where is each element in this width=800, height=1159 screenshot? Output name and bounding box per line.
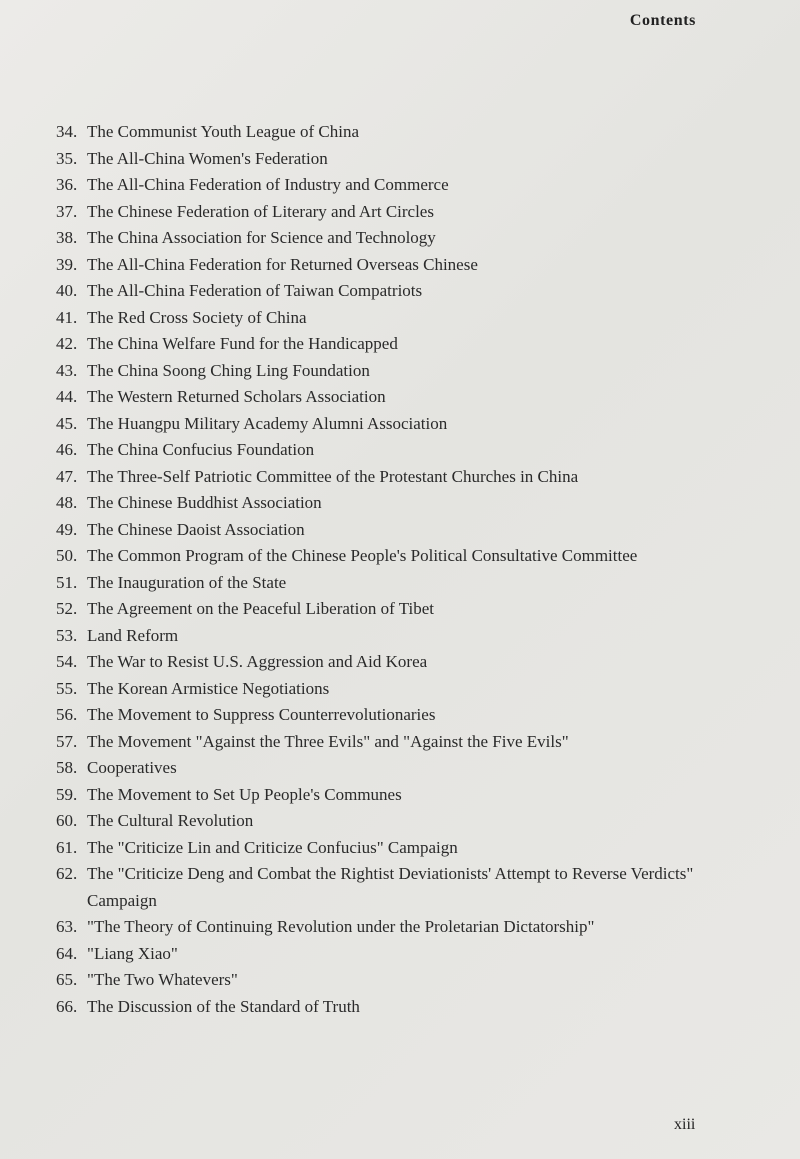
entry-title: The Common Program of the Chinese People's Political Consultative Committee — [87, 546, 638, 565]
contents-entry — [56, 252, 716, 279]
running-head: Contents — [629, 12, 696, 29]
entry-title: Cooperatives — [87, 758, 177, 777]
entry-number: 52. — [56, 599, 78, 618]
entry-title: The Korean Armistice Negotiations — [87, 678, 330, 698]
contents-entry — [56, 172, 716, 199]
entry-number: 44. — [56, 387, 78, 406]
contents-entry — [56, 490, 716, 517]
contents-entry — [56, 358, 716, 385]
contents-entry — [56, 914, 716, 941]
entry-number: 66. — [56, 996, 78, 1016]
entry-number: 37. — [56, 201, 78, 221]
entry-title: "Liang Xiao" — [87, 943, 178, 963]
contents-entry — [56, 384, 716, 411]
entry-title: The War to Resist U.S. Aggression and Aid Korea — [87, 652, 428, 671]
contents-entry — [56, 437, 716, 464]
contents-entry — [56, 623, 716, 650]
contents-entry — [56, 861, 716, 914]
entry-title: The Chinese Federation of Literary and Art Circles — [87, 201, 434, 221]
entry-title: The Inauguration of the State — [87, 572, 287, 592]
entry-title: The Communist Youth League of China — [87, 122, 359, 141]
contents-entry — [56, 808, 716, 835]
contents-entry — [56, 146, 716, 173]
entry-title: The China Confucius Foundation — [87, 440, 315, 459]
entry-title: The All-China Federation of Taiwan Compatriots — [87, 281, 423, 300]
entry-number: 65. — [56, 970, 78, 989]
contents-entry — [56, 755, 716, 782]
entry-title: The Agreement on the Peaceful Liberation of Tibet — [87, 599, 434, 618]
contents-entry — [56, 941, 716, 968]
entry-title: The China Association for Science and Technology — [87, 228, 436, 247]
entry-number: 61. — [56, 837, 78, 857]
contents-entry — [56, 649, 716, 676]
entry-number: 43. — [56, 360, 78, 380]
contents-entry — [56, 543, 716, 570]
contents-entry — [56, 278, 716, 305]
entry-title: The Three-Self Patriotic Committee of the Protestant Churches in China — [87, 466, 579, 486]
entry-number: 64. — [56, 943, 78, 963]
entry-number: 41. — [56, 307, 78, 327]
entry-number: 40. — [56, 281, 78, 300]
entry-title: "The Two Whatevers" — [87, 970, 238, 989]
contents-entry — [56, 331, 716, 358]
contents-entry — [56, 782, 716, 809]
entry-title: The Chinese Daoist Association — [87, 519, 305, 539]
entry-number: 36. — [56, 175, 78, 194]
entry-title: The All-China Federation for Returned Overseas Chinese — [87, 254, 478, 274]
entry-number: 55. — [56, 678, 78, 698]
contents-entry — [56, 570, 716, 597]
entry-number: 46. — [56, 440, 78, 459]
entry-number: 47. — [56, 466, 78, 486]
entry-title: The China Welfare Fund for the Handicapped — [87, 334, 398, 353]
entry-title: The China Soong Ching Ling Foundation — [87, 360, 370, 380]
entry-number: 48. — [56, 493, 78, 512]
entry-number: 34. — [56, 122, 78, 141]
page-number: xiii — [674, 1116, 696, 1133]
contents-entry — [56, 835, 716, 862]
entry-number: 50. — [56, 546, 78, 565]
entry-title: The Red Cross Society of China — [87, 307, 307, 327]
contents-entry — [56, 994, 716, 1021]
entry-number: 42. — [56, 334, 78, 353]
contents-entry — [56, 967, 716, 994]
contents-entry — [56, 225, 716, 252]
entry-number: 54. — [56, 652, 78, 671]
entry-number: 57. — [56, 731, 78, 751]
entry-number: 45. — [56, 413, 78, 433]
entry-number: 53. — [56, 625, 78, 645]
contents-list — [56, 119, 716, 1020]
entry-number: 49. — [56, 519, 78, 539]
entry-title: The Movement to Suppress Counterrevolutionaries — [87, 705, 436, 724]
entry-number: 60. — [56, 811, 78, 830]
entry-number: 58. — [56, 758, 78, 777]
entry-title: The All-China Federation of Industry and Commerce — [87, 175, 449, 194]
entry-title: The Movement "Against the Three Evils" and "Against the Five Evils" — [87, 731, 569, 751]
entry-title: The All-China Women's Federation — [87, 148, 328, 168]
entry-number: 59. — [56, 784, 78, 804]
contents-entry — [56, 305, 716, 332]
entry-title: The "Criticize Deng and Combat the Rightist Deviationists' Attempt to Reverse Verdicts" Campaign — [87, 864, 694, 910]
contents-entry — [56, 596, 716, 623]
contents-entry — [56, 119, 716, 146]
contents-entry — [56, 729, 716, 756]
entry-title: The Chinese Buddhist Association — [87, 493, 322, 512]
entry-title: The Western Returned Scholars Association — [87, 387, 386, 406]
entry-title: "The Theory of Continuing Revolution under the Proletarian Dictatorship" — [87, 917, 595, 936]
contents-entry — [56, 464, 716, 491]
entry-number: 63. — [56, 917, 78, 936]
entry-number: 56. — [56, 705, 78, 724]
entry-number: 51. — [56, 572, 78, 592]
contents-entry — [56, 702, 716, 729]
entry-title: The Movement to Set Up People's Communes — [87, 784, 402, 804]
entry-number: 62. — [56, 864, 78, 883]
entry-number: 35. — [56, 148, 78, 168]
contents-entry — [56, 676, 716, 703]
entry-number: 39. — [56, 254, 78, 274]
entry-title: The Discussion of the Standard of Truth — [87, 996, 360, 1016]
contents-entry — [56, 411, 716, 438]
contents-entry — [56, 517, 716, 544]
entry-title: The Cultural Revolution — [87, 811, 254, 830]
entry-title: Land Reform — [87, 625, 179, 645]
entry-title: The Huangpu Military Academy Alumni Association — [87, 413, 448, 433]
entry-number: 38. — [56, 228, 78, 247]
contents-entry — [56, 199, 716, 226]
entry-title: The "Criticize Lin and Criticize Confucius" Campaign — [87, 837, 458, 857]
